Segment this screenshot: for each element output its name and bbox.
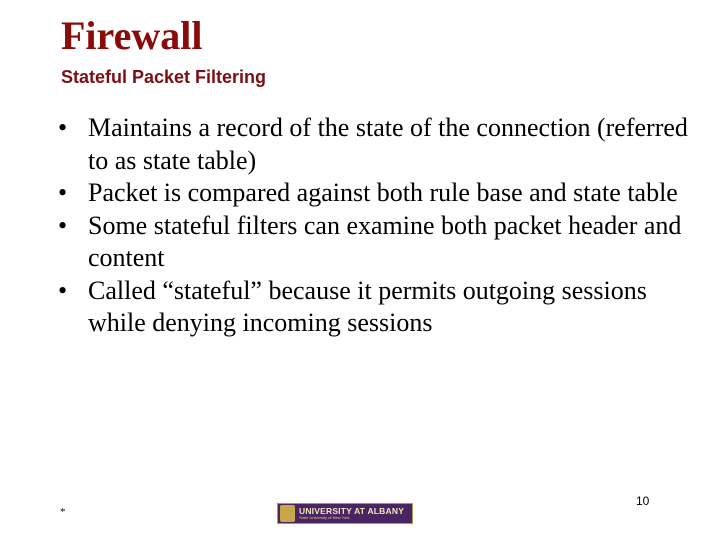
bullet-item <box>58 112 698 177</box>
logo-text-block <box>299 507 404 521</box>
bullet-icon: • <box>58 275 68 305</box>
bullet-item <box>58 177 698 210</box>
logo-tagline: State University of New York <box>299 515 350 521</box>
bullet-text: Maintains a record of the state of the connection (referred to as state table) <box>88 113 688 175</box>
bullet-text: Packet is compared against both rule base and state table <box>88 178 678 207</box>
university-seal-icon <box>280 505 295 522</box>
slide-subtitle: Stateful Packet Filtering <box>61 67 267 87</box>
slide-title: Firewall <box>61 13 203 58</box>
bullet-list <box>58 112 698 340</box>
university-logo <box>277 503 413 524</box>
bullet-icon: • <box>58 113 68 142</box>
footer-mark: * <box>60 506 66 518</box>
bullet-item <box>58 275 698 340</box>
bullet-item <box>58 210 698 275</box>
page-number: 10 <box>636 494 650 508</box>
bullet-icon: • <box>58 210 68 240</box>
bullet-text: Called “stateful” because it permits outgoing sessions while denying incoming sessions <box>88 275 647 337</box>
logo-text: UNIVERSITY AT ALBANY <box>299 505 405 516</box>
bullet-icon: • <box>58 178 68 207</box>
bullet-text: Some stateful filters can examine both packet header and content <box>88 210 682 272</box>
